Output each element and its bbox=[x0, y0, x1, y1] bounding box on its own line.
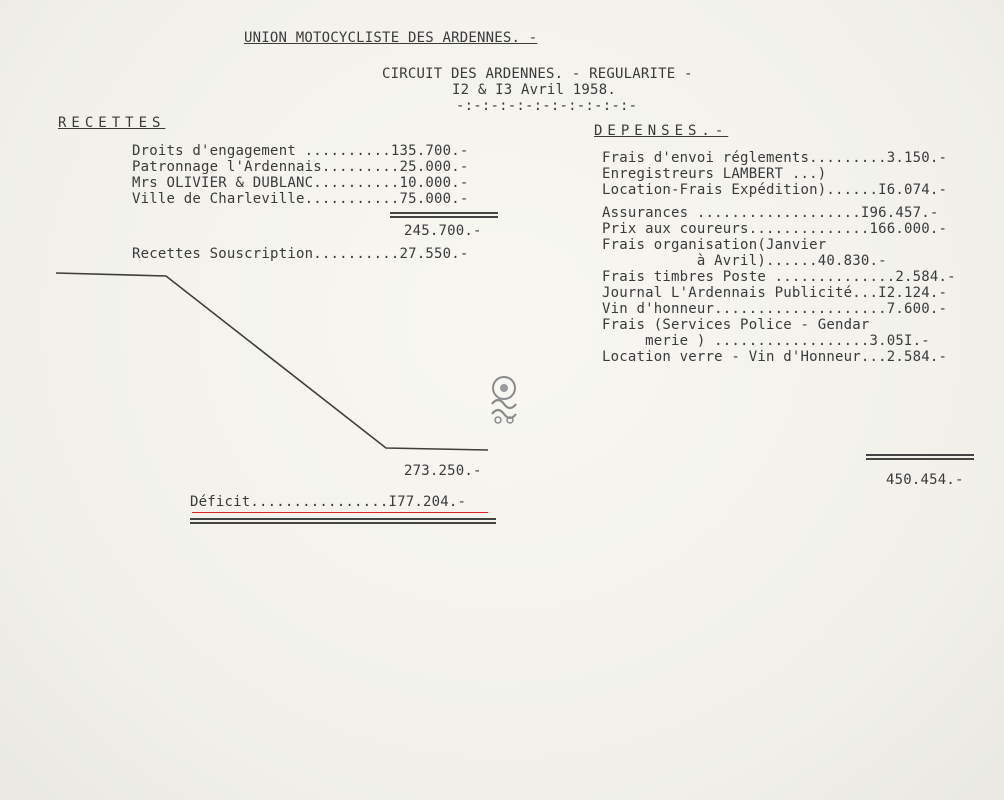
depenses-item: Location verre - Vin d'Honneur...2.584.- bbox=[602, 349, 948, 365]
recettes-subtotal: 245.700.- bbox=[404, 223, 482, 239]
recettes-souscription: Recettes Souscription..........27.550.- bbox=[132, 246, 469, 262]
depenses-item: Prix aux coureurs..............166.000.- bbox=[602, 221, 948, 237]
depenses-item: merie ) ..................3.05I.- bbox=[602, 333, 930, 349]
recettes-heading: RECETTES bbox=[58, 115, 166, 131]
depenses-item: Frais (Services Police - Gendar bbox=[602, 317, 870, 333]
recettes-item: Patronnage l'Ardennais.........25.000.- bbox=[132, 159, 469, 175]
deficit-double-rule bbox=[190, 518, 496, 524]
event-dates: I2 & I3 Avril 1958. bbox=[452, 82, 616, 98]
header-separator: -:-:-:-:-:-:-:-:-:-:- bbox=[456, 98, 638, 114]
recettes-item: Ville de Charleville...........75.000.- bbox=[132, 191, 469, 207]
depenses-item: Location-Frais Expédition)......I6.074.- bbox=[602, 182, 948, 198]
org-title: UNION MOTOCYCLISTE DES ARDENNES. - bbox=[244, 30, 538, 46]
depenses-heading: DEPENSES.- bbox=[594, 123, 729, 139]
depenses-item: Frais timbres Poste ..............2.584.- bbox=[602, 269, 956, 285]
depenses-item: Journal L'Ardennais Publicité...I2.124.- bbox=[602, 285, 948, 301]
depenses-item: Frais organisation(Janvier bbox=[602, 237, 827, 253]
recettes-item: Droits d'engagement ..........135.700.- bbox=[132, 143, 469, 159]
depenses-item: Frais d'envoi réglements.........3.150.- bbox=[602, 150, 948, 166]
archive-stamp-icon bbox=[484, 374, 524, 426]
depenses-total: 450.454.- bbox=[886, 472, 964, 488]
event-title: CIRCUIT DES ARDENNES. - REGULARITE - bbox=[382, 66, 693, 82]
recettes-item: Mrs OLIVIER & DUBLANC..........10.000.- bbox=[132, 175, 469, 191]
depenses-total-rule bbox=[866, 454, 974, 460]
deficit-line: Déficit................I77.204.- bbox=[190, 494, 467, 510]
depenses-item: Enregistreurs LAMBERT ...) bbox=[602, 166, 827, 182]
depenses-item: Assurances ...................I96.457.- bbox=[602, 205, 939, 221]
depenses-item: à Avril)......40.830.- bbox=[602, 253, 887, 269]
recettes-total: 273.250.- bbox=[404, 463, 482, 479]
deficit-red-underline bbox=[192, 512, 488, 513]
depenses-item: Vin d'honneur....................7.600.- bbox=[602, 301, 948, 317]
